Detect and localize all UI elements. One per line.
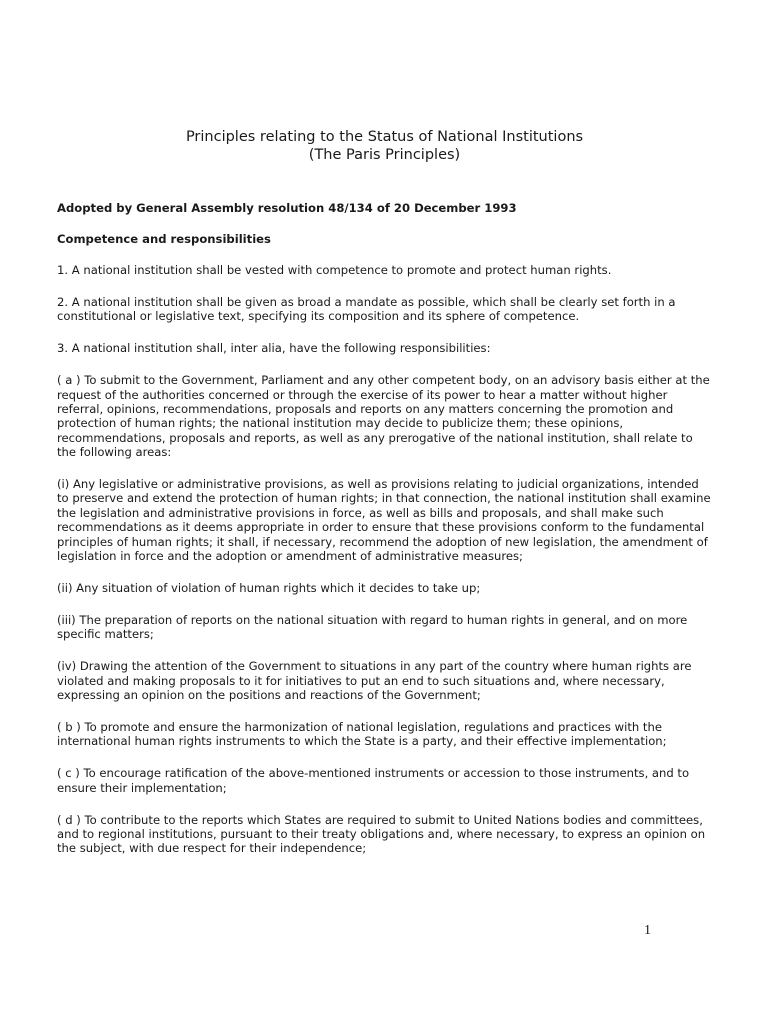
- page-number: 1: [644, 923, 651, 938]
- paragraph-3c: ( c ) To encourage ratification of the above-mentioned instruments or accession to those instruments, and to ensure their implementation;: [57, 766, 690, 795]
- paragraph-3a-i: (i) Any legislative or administrative provisions, as well as provisions relating to judicial organizations, intended to preserve and extend the protection of human rights; in that connection, the national institution shall examine the legislation and administrative provisions in force, as well as bills and proposals, and shall make such recommendations as it deems appropriate in order to ensure that these provisions conform to the fundamental principles of human rights; it shall, if necessary, recommend the adoption of new legislation, the amendment of legislation in force and the adoption or amendment of administrative measures;: [57, 477, 711, 564]
- document-title: [57, 128, 712, 164]
- section-heading: Competence and responsibilities: [57, 232, 271, 246]
- paragraph-3a: ( a ) To submit to the Government, Parliament and any other competent body, on an advisory basis either at the request of the authorities concerned or through the exercise of its power to hear a matter without higher referral, opinions, recommendations, proposals and reports on any matters concerning the promotion and protection of human rights; the national institution may decide to publicize them; these opinions, recommendations, proposals and reports, as well as any prerogative of the national institution, shall relate to the following areas:: [57, 373, 710, 460]
- paragraph-3d: ( d ) To contribute to the reports which States are required to submit to United Nations bodies and committees, and to regional institutions, pursuant to their treaty obligations and, where necessary, to express an opinion on the subject, with due respect for their independence;: [57, 812, 706, 856]
- title-line-1: Principles relating to the Status of National Institutions: [185, 129, 584, 145]
- paragraph-1: 1. A national institution shall be vested with competence to promote and protect human rights.: [57, 263, 612, 277]
- paragraph-3b: ( b ) To promote and ensure the harmonization of national legislation, regulations and practices with the international human rights instruments to which the State is a party, and their effective implementation;: [57, 719, 667, 749]
- paragraph-3a-iv: (iv) Drawing the attention of the Government to situations in any part of the country where human rights are violated and making proposals to it for initiatives to put an end to such situations and, where necessary, expressing an opinion on the positions and reactions of the Government;: [57, 659, 692, 703]
- adoption-line: Adopted by General Assembly resolution 48/134 of 20 December 1993: [57, 201, 517, 215]
- paragraph-3a-ii: (ii) Any situation of violation of human rights which it decides to take up;: [57, 581, 481, 595]
- paragraph-3: 3. A national institution shall, inter alia, have the following responsibilities:: [57, 341, 491, 356]
- title-line-2: (The Paris Principles): [308, 147, 461, 163]
- paragraph-2: 2. A national institution shall be given as broad a mandate as possible, which shall be clearly set forth in a constitutional or legislative text, specifying its composition and its sphere of competence.: [57, 294, 676, 324]
- paragraph-3a-iii: (iii) The preparation of reports on the national situation with regard to human rights in general, and on more specific matters;: [57, 612, 688, 642]
- document-page: [57, 128, 712, 873]
